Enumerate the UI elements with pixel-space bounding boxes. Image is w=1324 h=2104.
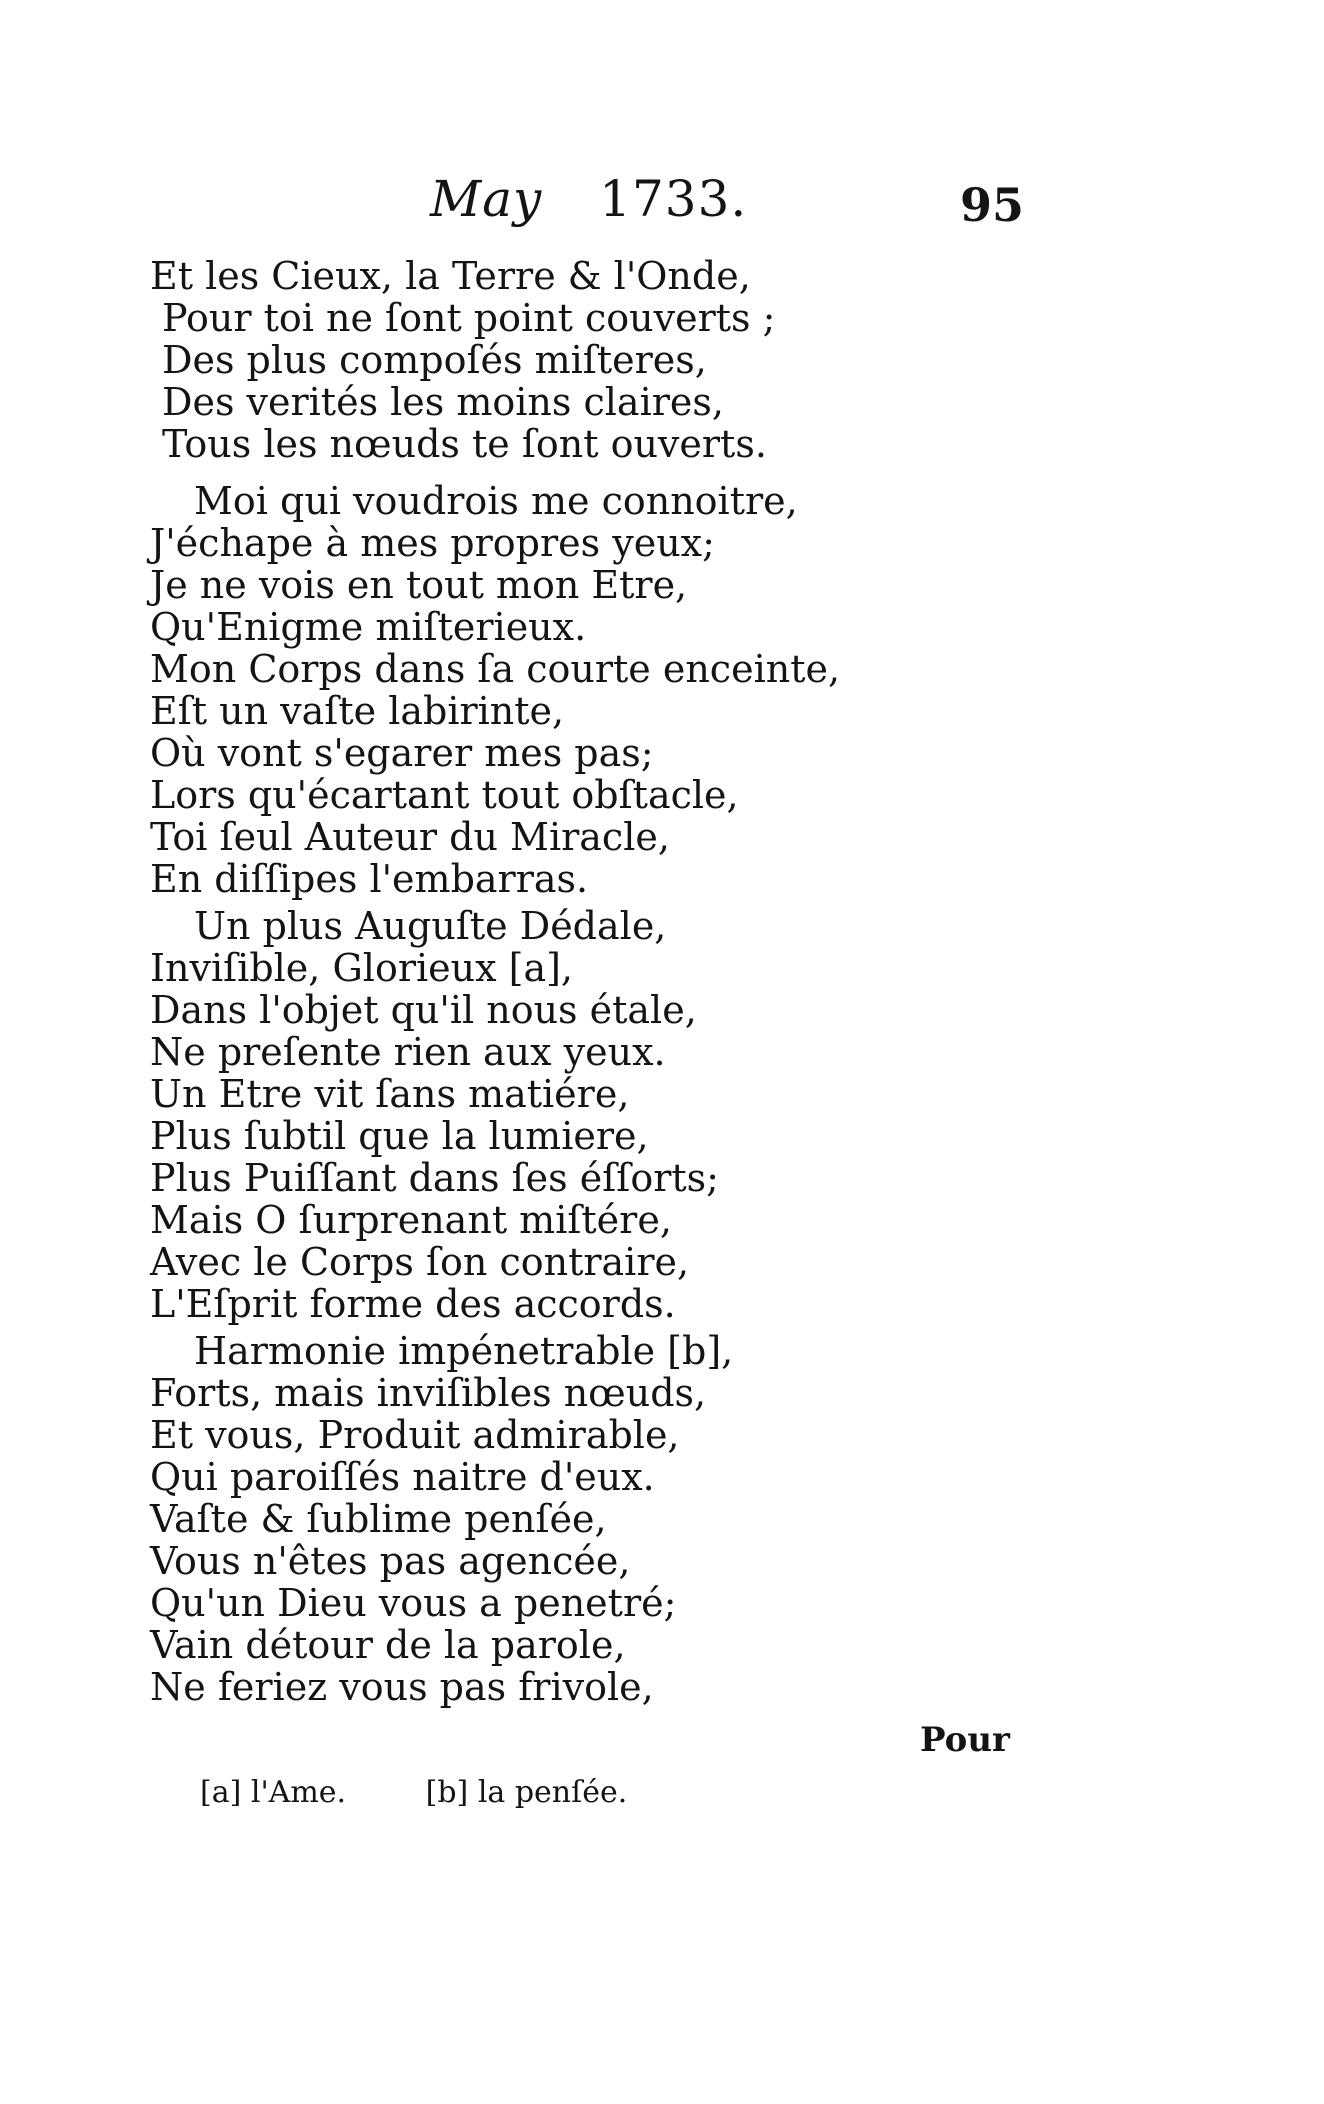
verse-line: Pour toi ne ſont point couverts ; (162, 296, 776, 340)
stanza-2 (150, 480, 910, 900)
footnotes (200, 1775, 697, 1810)
verse-line: Lors qu'écartant tout obſtacle, (150, 773, 739, 817)
verse-line: Plus Puiſſant dans ſes éſſorts; (150, 1156, 719, 1200)
page-number: 95 (960, 178, 1025, 232)
verse-line: Vous n'êtes pas agencée, (150, 1539, 631, 1583)
footnote-text: la penſée. (477, 1775, 628, 1810)
footnote-mark: [a] (200, 1775, 242, 1810)
verse-line: J'échape à mes propres yeux; (150, 521, 715, 565)
verse-line: Moi qui voudrois me connoitre, (194, 479, 798, 523)
verse-line: Je ne vois en tout mon Etre, (150, 563, 688, 607)
verse-line: Un Etre vit ſans matiére, (150, 1072, 630, 1116)
verse-line: Et les Cieux, la Terre & l'Onde, (150, 254, 751, 298)
verse-line: Où vont s'egarer mes pas; (150, 731, 654, 775)
footnote-b (426, 1775, 628, 1810)
verse-line: Et vous, Produit admirable, (150, 1413, 680, 1457)
verse-line: Tous les nœuds te ſont ouverts. (162, 422, 767, 466)
running-head-month: May (430, 170, 543, 228)
verse-line: Un plus Auguſte Dédale, (194, 904, 667, 948)
footnote-mark: [b] (425, 1775, 469, 1810)
verse-line: L'Eſprit forme des accords. (150, 1282, 676, 1326)
verse-line: Ne feriez vous pas frivole, (150, 1665, 654, 1709)
stanza-4 (150, 1330, 910, 1708)
verse-line: Forts, mais inviſibles nœuds, (150, 1371, 707, 1415)
verse-line: Vaſte & ſublime penſée, (150, 1497, 607, 1541)
catchword: Pour (920, 1720, 1010, 1760)
verse-line: Avec le Corps ſon contraire, (150, 1240, 690, 1284)
verse-line: Plus ſubtil que la lumiere, (150, 1114, 649, 1158)
footnote-text: l'Ame. (250, 1775, 347, 1810)
verse-line: Eſt un vaſte labirinte, (150, 689, 565, 733)
verse-line: Des verités les moins claires, (162, 380, 724, 424)
verse-line: Dans l'objet qu'il nous étale, (150, 988, 697, 1032)
stanza-1 (150, 255, 910, 465)
stanza-3 (150, 905, 910, 1325)
verse-line: En diſſipes l'embarras. (150, 857, 589, 901)
verse-line: Vain détour de la parole, (150, 1623, 626, 1667)
running-head (430, 170, 747, 228)
verse-line: Harmonie impénetrable [b], (194, 1329, 734, 1373)
verse-line: Mon Corps dans ſa courte enceinte, (150, 647, 841, 691)
verse-line: Inviſible, Glorieux [a], (150, 946, 574, 990)
verse-line: Qui paroiſſés naitre d'eux. (150, 1455, 655, 1499)
verse-line: Mais O ſurprenant miſtére, (150, 1198, 672, 1242)
verse-line: Ne preſente rien aux yeux. (150, 1030, 666, 1074)
footnote-a (200, 1775, 346, 1810)
running-head-year: 1733. (599, 170, 748, 228)
verse-line: Des plus compoſés miſteres, (162, 338, 707, 382)
verse-line: Qu'un Dieu vous a penetré; (150, 1581, 677, 1625)
verse-line: Toi ſeul Auteur du Miracle, (150, 815, 670, 859)
verse-line: Qu'Enigme miſterieux. (150, 605, 587, 649)
